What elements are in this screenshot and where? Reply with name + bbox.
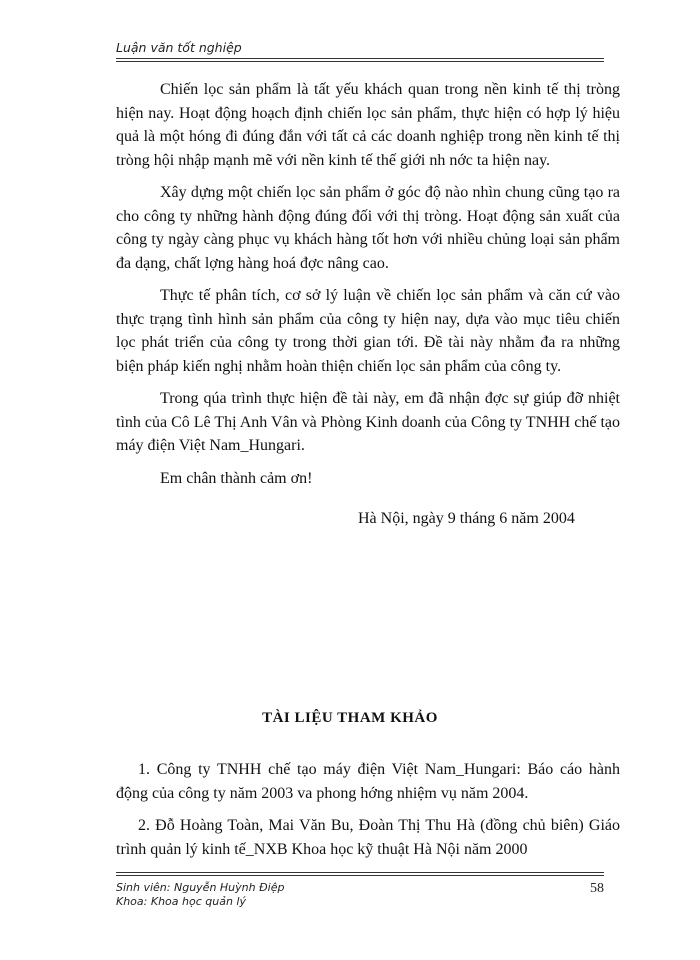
body-text: [116, 78, 620, 499]
paragraph: Xây dựng một chiến lọc sản phẩm ở góc độ nào nhìn chung cũng tạo ra cho công ty những hành động đúng đối với thị tròng. Hoạt động sản xuất của công ty ngày càng phục vụ khách hàng tốt hơn với nhiều chủng loại sản phẩm đa dạng, chất lợng hàng hoá đợc nâng cao.: [116, 184, 620, 272]
header-rule-bottom: [116, 61, 604, 62]
page-number: 58: [590, 881, 604, 896]
reference-item: 2. Đỗ Hoàng Toàn, Mai Văn Bu, Đoàn Thị Thu Hà (đồng chủ biên) Giáo trình quản lý kinh tế_NXB Khoa học kỹ thuật Hà Nội năm 2000: [116, 817, 620, 858]
header-title: Luận văn tốt nghiệp: [116, 40, 242, 55]
paragraph: Thực tế phân tích, cơ sở lý luận về chiến lọc sản phẩm và căn cứ vào thực trạng tình hình sản phẩm của công ty hiện nay, dựa vào mục tiêu chiến lọc phát triển của công ty trong thời gian tới. Đề tài này nhằm đa ra những biện pháp kiến nghị nhằm hoàn thiện chiến lọc sản phẩm của công ty.: [116, 287, 620, 375]
header-rule-top: [116, 58, 604, 59]
footer-info: [116, 881, 284, 909]
footer-student: Sinh viên: Nguyễn Huỳnh Điệp: [116, 881, 285, 894]
references-heading: TÀI LIỆU THAM KHẢO: [262, 710, 438, 726]
footer-rule-top: [116, 872, 604, 873]
footer-rule-bottom: [116, 875, 604, 876]
paragraph: Chiến lọc sản phẩm là tất yếu khách quan trong nền kinh tế thị tròng hiện nay. Hoạt động hoạch định chiến lọc sản phẩm, thực hiện có hợp lý hiệu quả là một hóng đi đúng đắn với tất cả các doanh nghiệp trong nền kinh tế thị tròng hội nhập mạnh mẽ với nền kinh tế thế giới nh nớc ta hiện nay.: [116, 81, 620, 169]
reference-item: 1. Công ty TNHH chế tạo máy điện Việt Nam_Hungari: Báo cáo hành động của công ty năm 2003 va phong hớng nhiệm vụ năm 2004.: [116, 761, 620, 802]
references-list: [116, 758, 620, 870]
date-line: Hà Nội, ngày 9 tháng 6 năm 2004: [358, 510, 575, 527]
footer-faculty: Khoa: Khoa học quản lý: [116, 895, 246, 908]
paragraph: Trong qúa trình thực hiện đề tài này, em đã nhận đợc sự giúp đỡ nhiệt tình của Cô Lê Thị Anh Vân và Phòng Kinh doanh của Công ty TNHH chế tạo máy điện Việt Nam_Hungari.: [116, 390, 620, 454]
closing-thanks: Em chân thành cảm ơn!: [160, 469, 313, 487]
